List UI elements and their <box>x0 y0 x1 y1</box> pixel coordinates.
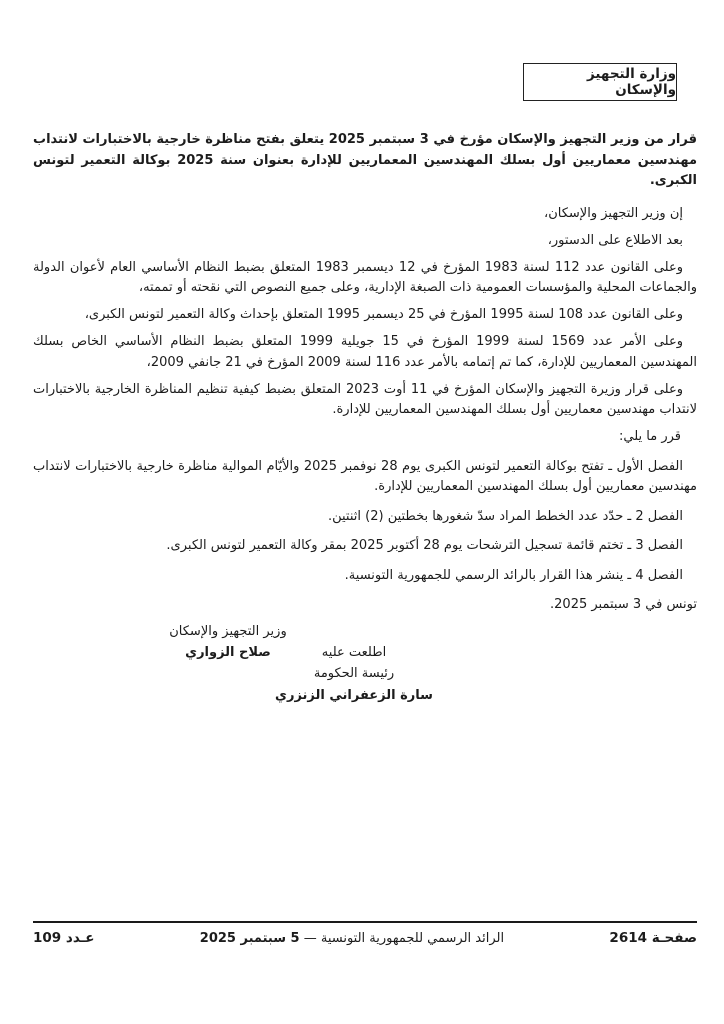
footer-row <box>33 930 697 946</box>
decide-line: قرر ما يلي: <box>619 429 681 444</box>
decree-document <box>33 130 697 719</box>
journal-issue-date: 5 سبتمبر 2025 <box>199 931 300 946</box>
decree-title: قرار من وزير التجهيز والإسكان مؤرخ في 3 سبتمبر 2025 يتعلق بفتح مناظرة خارجية بالاختبارات لانتداب مهندسين معماريين أول بسلك المهندسين المعماريين للإدارة بعنوان سنة 2025 بوكالة التعمير لتونس الكبرى. <box>33 132 697 188</box>
article-3: الفصل 3 ـ تختم قائمة تسجيل الترشحات يوم 28 أكتوبر 2025 بمقر وكالة التعمير لتونس الكبرى. <box>166 538 683 553</box>
ministry-name: وزارة التجهيز والإسكان <box>587 66 676 98</box>
article-1: الفصل الأول ـ تفتح بوكالة التعمير لتونس الكبرى يوم 28 نوفمبر 2025 والأيّام الموالية مناظرة خارجية بالاختبارات لانتداب مهندسين معماريين أول بسلك المهندسين المعماريين للإدارة. <box>33 458 697 494</box>
minister-title: وزير التجهيز والإسكان <box>169 623 287 639</box>
signature-block <box>33 619 697 719</box>
pm-name: سارة الزعفراني الزنزري <box>275 687 433 703</box>
seen-label: اطلعت عليه <box>321 644 387 660</box>
minister-name: صلاح الزواري <box>185 645 271 660</box>
pm-countersignature <box>234 642 474 707</box>
footer-page-number: صفحـة 2614 <box>609 930 697 946</box>
journal-name: الرائد الرسمي للجمهورية التونسية — <box>303 931 505 946</box>
decree-intro-line: إن وزير التجهيز والإسكان، <box>544 205 683 221</box>
place-date-line: تونس في 3 سبتمبر 2025. <box>550 597 697 612</box>
preamble-order-2023: وعلى قرار وزيرة التجهيز والإسكان المؤرخ في 11 أوت 2023 المتعلق بضبط كيفية تنظيم المناظرة الخارجية بالاختبارات لانتداب مهندسين معماريين أول بسلك المهندسين المعماريين للإدارة. <box>33 381 697 417</box>
article-2: الفصل 2 ـ حدّد عدد الخطط المراد سدّ شغورها بخطتين (2) اثنتين. <box>327 508 683 524</box>
preamble-decree-1569-1999: وعلى الأمر عدد 1569 لسنة 1999 المؤرخ في 15 جويلية 1999 المتعلق بضبط النظام الأساسي الخاص بسلك المهندسين المعماريين للإدارة، كما تم إتمامه بالأمر عدد 116 لسنة 2009 المؤرخ في 21 جانفي 2009، <box>33 334 697 370</box>
pm-title: رئيسة الحكومة <box>313 666 395 681</box>
article-4: الفصل 4 ـ ينشر هذا القرار بالرائد الرسمي للجمهورية التونسية. <box>344 567 683 583</box>
page-footer <box>33 921 697 946</box>
footer-journal-title <box>200 931 504 946</box>
footer-issue-number: عـدد 109 <box>33 930 95 946</box>
ministry-header-box <box>523 63 677 101</box>
preamble-law-108-1995: وعلى القانون عدد 108 لسنة 1995 المؤرخ في 25 ديسمبر 1995 المتعلق بإحداث وكالة التعمير لتونس الكبرى، <box>84 307 683 322</box>
preamble-law-112-1983: وعلى القانون عدد 112 لسنة 1983 المؤرخ في 12 ديسمبر 1983 المتعلق بضبط النظام الأساسي العام لأعوان الدولة والجماعات المحلية والمؤسسات العمومية ذات الصبغة الإدارية، وعلى جميع النصوص التي نقحته أو تممته، <box>33 259 697 295</box>
preamble-constitution: بعد الاطلاع على الدستور، <box>547 232 683 248</box>
footer-divider <box>33 921 697 923</box>
